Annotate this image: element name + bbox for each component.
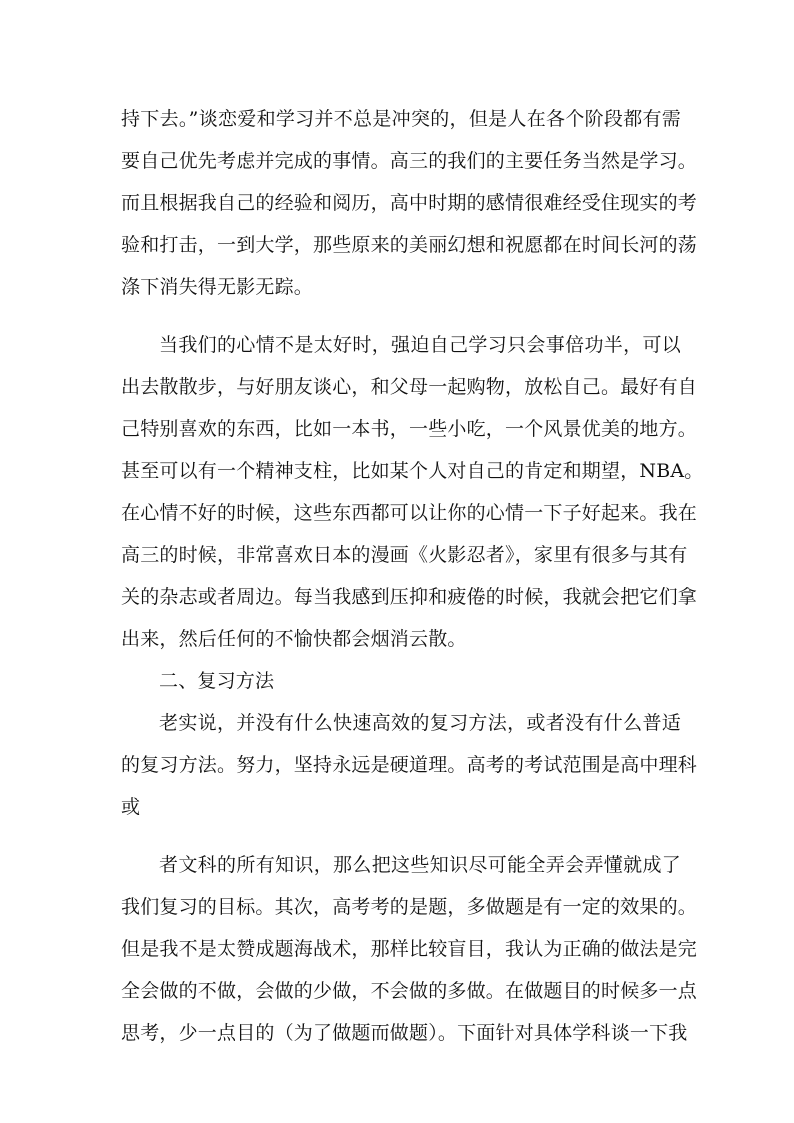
- text-line: 老实说，并没有什么快速高效的复习方法，或者没有什么普适: [159, 712, 681, 734]
- document-body: [121, 98, 704, 1054]
- text-line: 我们复习的目标。其次，高考考的是题，多做题是有一定的效果的。: [121, 896, 698, 918]
- text-line: 验和打击，一到大学，那些原来的美丽幻想和祝愿都在时间长河的荡: [121, 234, 698, 256]
- paragraph-2: [121, 324, 704, 660]
- text-line: 持下去。”谈恋爱和学习并不总是冲突的，但是人在各个阶段都有需: [121, 108, 681, 130]
- text-line: 甚至可以有一个精神支柱，比如某个人对自己的肯定和期望，NBA。: [121, 460, 704, 482]
- paragraph-4: [121, 844, 698, 1054]
- section-heading: [121, 660, 681, 702]
- paragraph-1: [121, 98, 698, 308]
- text-line: 关的杂志或者周边。每当我感到压抑和疲倦的时候，我就会把它们拿: [121, 586, 698, 608]
- text-line: 但是我不是太赞成题海战术，那样比较盲目，我认为正确的做法是完: [121, 938, 698, 960]
- text-line: 出来，然后任何的不愉快都会烟消云散。: [121, 628, 467, 650]
- text-line: 的复习方法。努力，坚持永远是硬道理。高考的考试范围是高中理科: [121, 754, 698, 776]
- text-line: 当我们的心情不是太好时，强迫自己学习只会事倍功半，可以: [159, 334, 681, 356]
- heading-line: 二、复习方法: [159, 670, 275, 692]
- paragraph-gap: [121, 308, 681, 324]
- text-line: 高三的时候，非常喜欢日本的漫画《火影忍者》，家里有很多与其有: [121, 544, 688, 566]
- text-line: 而且根据我自己的经验和阅历，高中时期的感情很难经受住现实的考: [121, 192, 698, 214]
- text-line: 思考，少一点目的（为了做题而做题）。下面针对具体学科谈一下我: [121, 1022, 688, 1044]
- text-line: 或: [121, 796, 141, 818]
- text-line: 要自己优先考虑并完成的事情。高三的我们的主要任务当然是学习。: [121, 150, 698, 172]
- text-line: 出去散散步，与好朋友谈心，和父母一起购物，放松自己。最好有自: [121, 376, 698, 398]
- paragraph-3: [121, 702, 698, 828]
- text-line: 在心情不好的时候，这些东西都可以让你的心情一下子好起来。我在: [121, 502, 698, 524]
- text-line: 全会做的不做，会做的少做，不会做的多做。在做题目的时候多一点: [121, 980, 698, 1002]
- text-line: 己特别喜欢的东西，比如一本书，一些小吃，一个风景优美的地方。: [121, 418, 698, 440]
- paragraph-gap: [121, 828, 681, 844]
- text-line: 者文科的所有知识，那么把这些知识尽可能全弄会弄懂就成了: [159, 854, 681, 876]
- text-line: 涤下消失得无影无踪。: [121, 276, 314, 298]
